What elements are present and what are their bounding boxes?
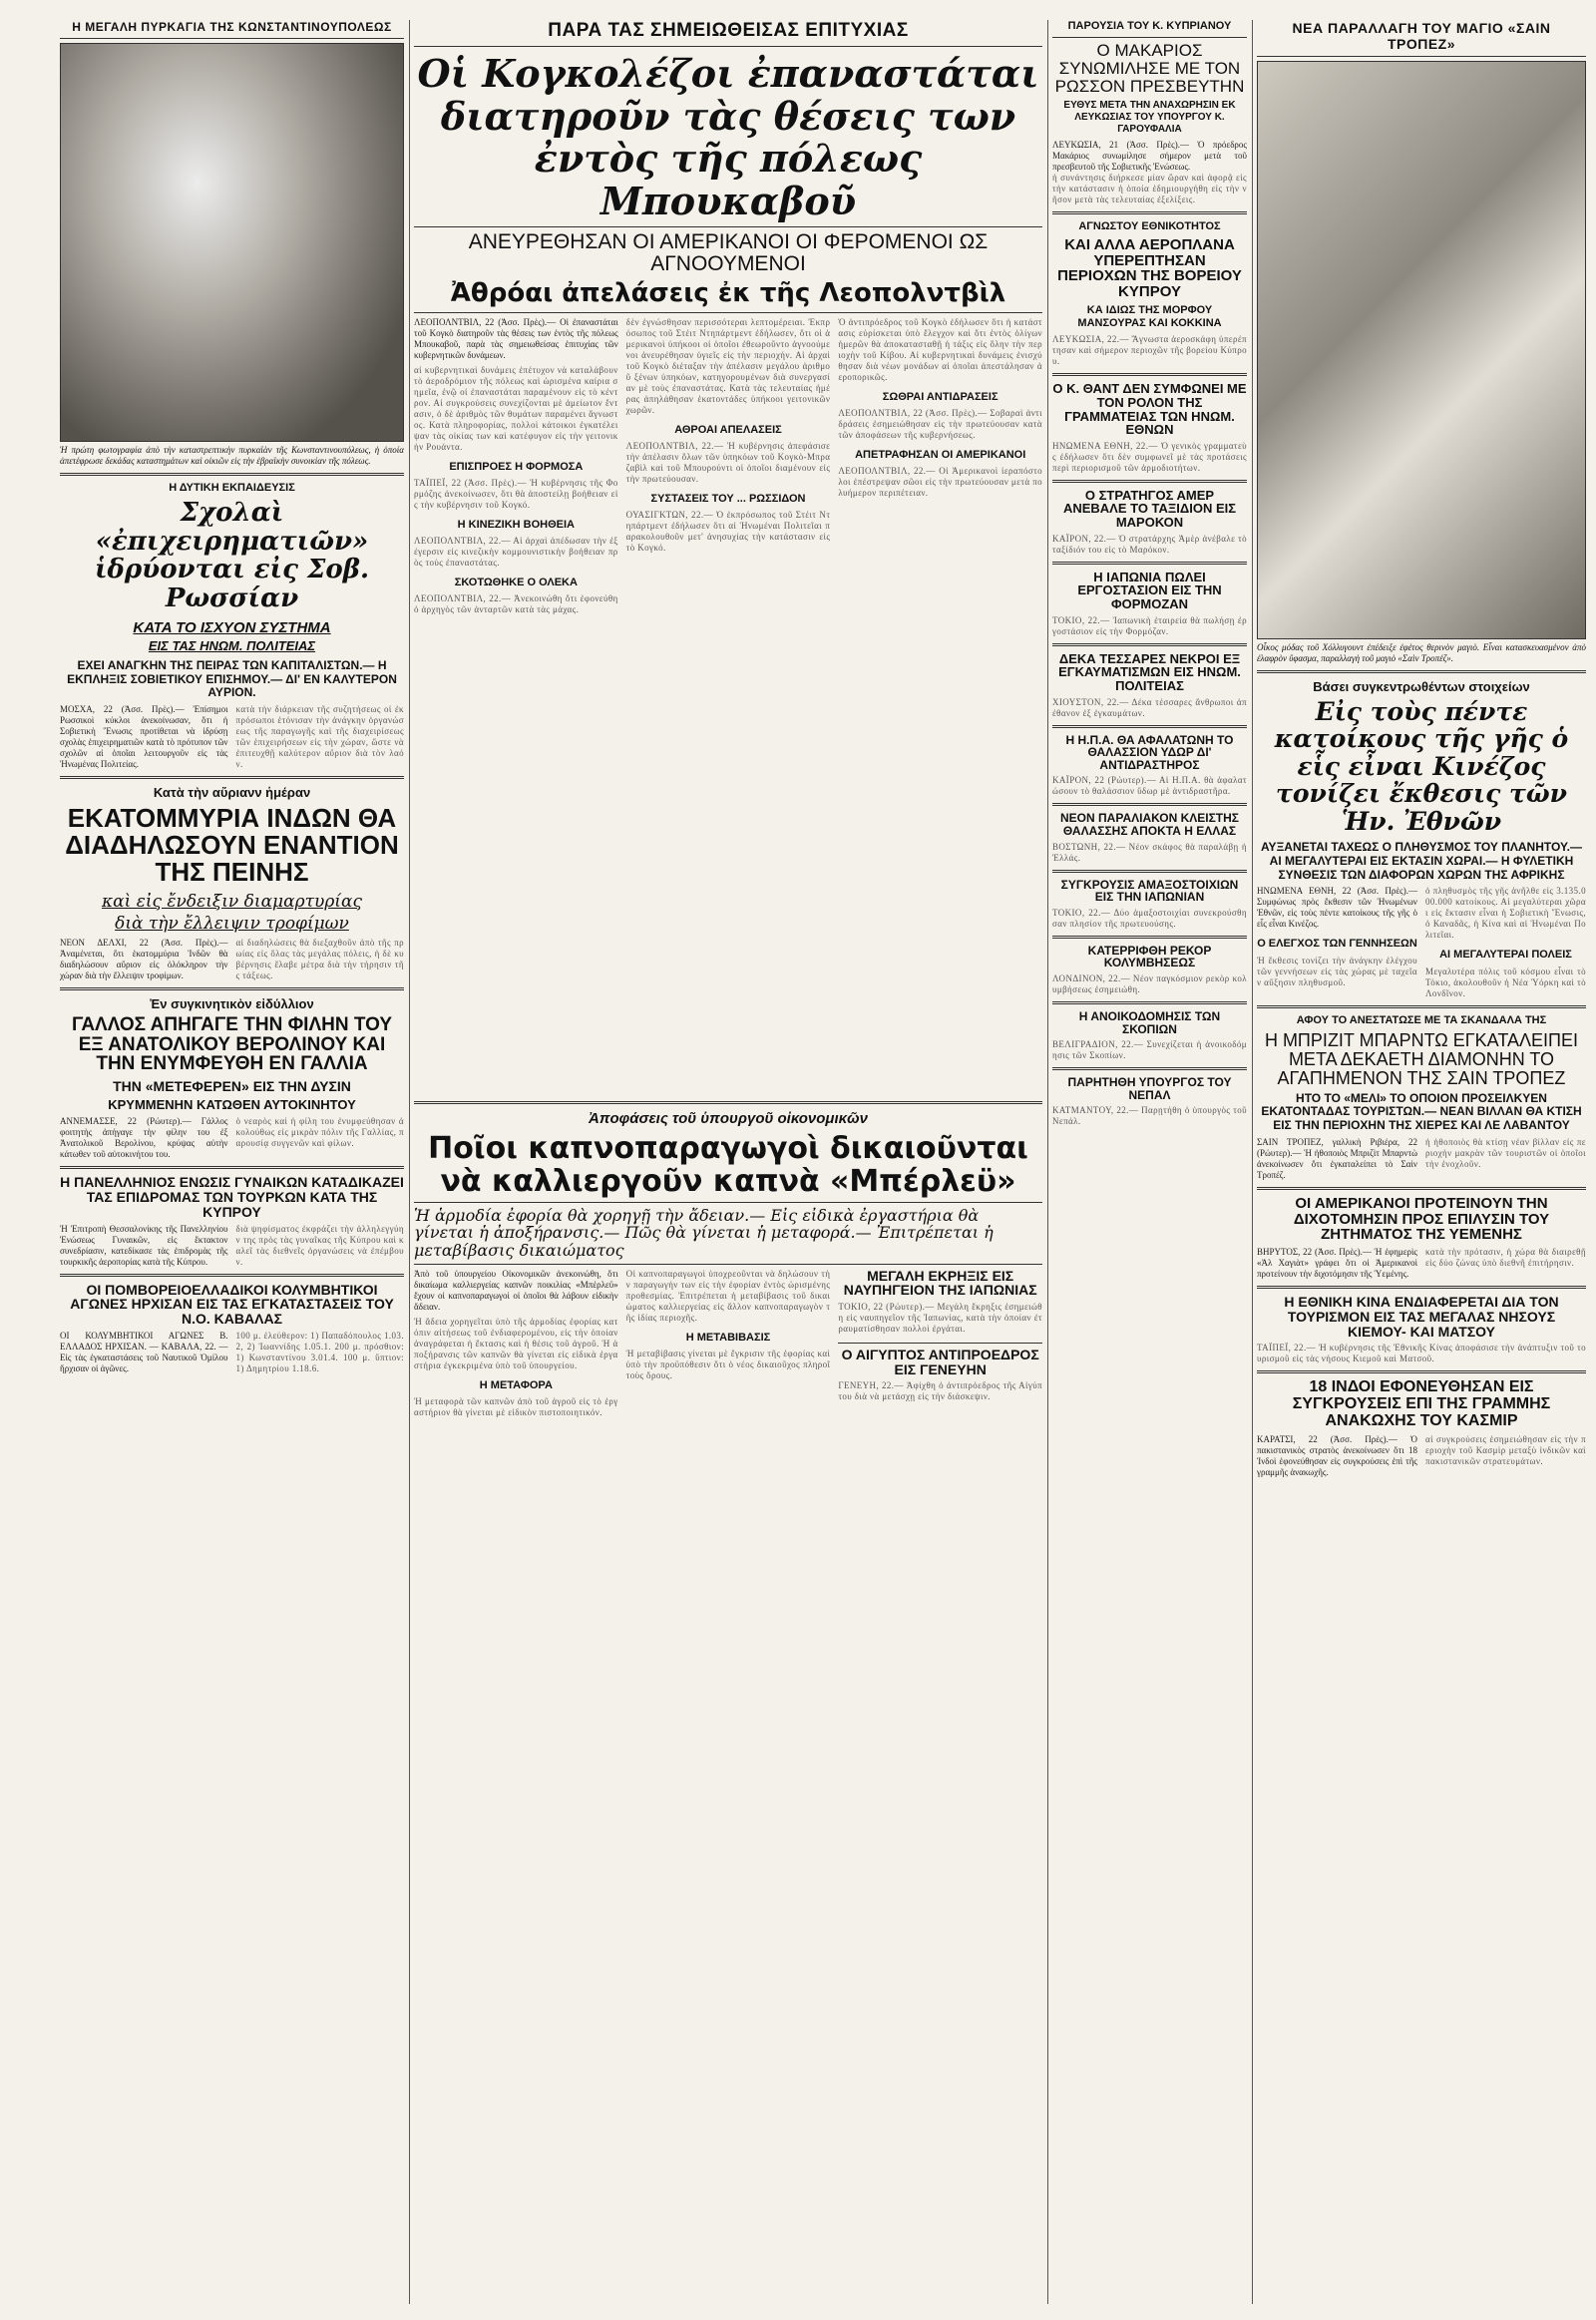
column-4 <box>1257 20 1586 2304</box>
newspaper-page <box>60 20 1586 2304</box>
main-body: ΛΕΟΠΟΛΝΤΒΙΛ, 22 (Ἀσσ. Πρὲς).— Οἱ ἐπαναστάται τοῦ Κογκὸ διατηροῦν τὰς θέσεις των ἐντὸς τῆς πόλεως Μπουκαβοῦ, παρὰ τὰς σημειωθείσας ἐπιτυχίας τῶν κυβερνητικῶν δυνάμεων. <box>414 316 618 360</box>
body-filler: ΤΟΚΙΟ, 22 (Ρώυτερ).— Μεγάλη ἔκρηξις ἐσημειώθη εἰς ναυπηγεῖον τῆς Ἰαπωνίας, κατὰ τὴν ὁποίαν ἐτραυματίσθησαν πολλοὶ ἐργάται. <box>838 1302 1042 1335</box>
mak-body: ΛΕΥΚΩΣΙΑ, 21 (Ἀσσ. Πρὲς).— Ὁ πρόεδρος Μακάριος συνωμίλησε σήμερον μετὰ τοῦ πρεσβευτοῦ τῆς Σοβιετικῆς Ἑνώσεως. <box>1052 139 1247 172</box>
column-1 <box>60 20 404 2304</box>
kashmir-body: ΚΑΡΑΤΣΙ, 22 (Ἀσσ. Πρὲς).— Ὁ πακιστανικὸς στρατὸς ἀνεκοίνωσεν ὅτι 18 Ἰνδοὶ ἐφονεύθησαν εἰς συγκρούσεις ἐπὶ τῆς γραμμῆς ἀνακωχῆς. <box>1257 1433 1417 1477</box>
body-filler: αἱ κυβερνητικαὶ δυνάμεις ἐπέτυχον νὰ καταλάβουν τὸ ἀεροδρόμιον τῆς πόλεως καὶ ὡρισμένα καίρια σημεῖα, ἐνῷ οἱ ἐπαναστάται παραμένουν εἰς τὸ κέντρον. Αἱ συγκρούσεις συνεχίζονται μὲ ἀμείωτον ἔντασιν, ὁ δὲ ἀριθμὸς τῶν θυμάτων παραμένει ἄγνωστος. Κατὰ πληροφορίας, πολλοὶ κάτοικοι ἐγκατέλειψαν τὰς οἰκίας των καὶ κατέφυγον εἰς τὴν γειτονικὴν Ρουάντα. <box>414 364 618 452</box>
body-filler: ΛΕΥΚΩΣΙΑ, 22.— Ἄγνωστα ἀεροσκάφη ὑπερέπτησαν καὶ σήμερον περιοχῶν τῆς βορείου Κύπρου. <box>1052 334 1247 367</box>
body-filler: ΤΑΪΠΕΪ, 22 (Ἀσσ. Πρὲς).— Ἡ κυβέρνησις τῆς Φορμόζης ἀνεκοίνωσεν, ὅτι θὰ ἀποστείλῃ βοήθειαν εἰς τὴν κυβέρνησιν τοῦ Κογκό. <box>414 478 618 511</box>
japan-headline: ΜΕΓΑΛΗ ΕΚΡΗΞΙΣ ΕΙΣ ΝΑΥΠΗΓΕΙΟΝ ΤΗΣ ΙΑΠΩΝΙΑΣ <box>843 1268 1037 1299</box>
thant-headline: Ο Κ. ΘΑΝΤ ΔΕΝ ΣΥΜΦΩΝΕΙ ΜΕ ΤΟΝ ΡΟΛΟΝ ΤΗΣ ΓΡΑΜΜΑΤΕΙΑΣ ΤΩΝ ΗΝΩΜ. ΕΘΝΩΝ <box>1052 381 1247 438</box>
swimsuit-photo <box>1257 61 1586 639</box>
planes-headline: ΚΑΙ ΑΛΛΑ ΑΕΡΟΠΛΑΝΑ ΥΠΕΡΕΠΤΗΣΑΝ ΠΕΡΙΟΧΩΝ ΤΗΣ ΒΟΡΕΙΟΥ ΚΥΠΡΟΥ <box>1057 235 1242 301</box>
mak-kicker: ΠΑΡΟΥΣΙΑ ΤΟΥ Κ. ΚΥΠΡΙΑΝΟΥ <box>1067 20 1232 32</box>
dead-headline: ΔΕΚΑ ΤΕΣΣΑΡΕΣ ΝΕΚΡΟΙ ΕΞ ΕΓΚΑΥΜΑΤΙΣΜΩΝ ΕΙΣ ΗΝΩΜ. ΠΟΛΙΤΕΙΑΣ <box>1058 650 1241 693</box>
box-deportations: ΑΘΡΟΑΙ ΑΠΕΛΑΣΕΙΣ <box>674 423 782 436</box>
fire-caption: Ἡ πρώτη φωτογραφία ἀπὸ τὴν καταστρεπτικὴν πυρκαϊὰν τῆς Κωνσταντινουπόλεως, ἡ ὁποία ἀπετέφρωσε δεκάδας καταστημάτων καὶ οἰκιῶν εἰς τὴν ἐβραϊκὴν συνοικίαν τῆς πόλεως. <box>60 445 404 466</box>
body-filler: αἱ συγκρούσεις ἐσημειώθησαν εἰς τὴν περιοχὴν τοῦ Κασμὶρ μεταξὺ ἰνδικῶν καὶ πακιστανικῶν στρατευμάτων. <box>1425 1433 1586 1466</box>
beach-headline: ΝΕΟΝ ΠΑΡΑΛΙΑΚΟΝ ΚΛΕΙΣΤΗΣ ΘΑΛΑΣΣΗΣ ΑΠΟΚΤΑ Η ΕΛΛΑΣ <box>1060 811 1239 838</box>
china-headline: Η ΕΘΝΙΚΗ ΚΙΝΑ ΕΝΔΙΑΦΕΡΕΤΑΙ ΔΙΑ ΤΟΝ ΤΟΥΡΙΣΜΟΝ ΕΙΣ ΤΑΣ ΜΕΓΑΛΑΣ ΝΗΣΟΥΣ ΚΙΕΜΟΥ- ΚΑΙ ΜΑΤΣΟΥ <box>1284 1294 1559 1340</box>
egypt-headline: Ο ΑΙΓΥΠΤΟΣ ΑΝΤΙΠΡΟΕΔΡΟΣ ΕΙΣ ΓΕΝΕΥΗΝ <box>841 1347 1039 1377</box>
body-filler: Μεγαλυτέρα πόλις τοῦ κόσμου εἶναι τὸ Τόκιο, ἀκολουθοῦν ἡ Νέα Ὑόρκη καὶ τὸ Λονδῖνον. <box>1425 966 1586 998</box>
bb-headline: Η ΜΠΡΙΖΙΤ ΜΠΑΡΝΤΩ ΕΓΚΑΤΑΛΕΙΠΕΙ ΜΕΤΑ ΔΕΚΑΕΤΗ ΔΙΑΜΟΝΗΝ ΤΟ ΑΓΑΠΗΜΕΝΟΝ ΤΗΣ ΣΑΙΝ ΤΡΟΠΕΖ <box>1264 1029 1579 1088</box>
bb-body: ΣΑΙΝ ΤΡΟΠΕΖ, γαλλικὴ Ριβιέρα, 22 (Ρώυτερ).— Ἡ ἠθοποιὸς Μπριζὶτ Μπαρντὼ ἀνεκοίνωσεν ὅτι ἐγκαταλείπει τὸ Σαὶν Τροπέζ. <box>1257 1136 1417 1180</box>
un-body: ΗΝΩΜΕΝΑ ΕΘΝΗ, 22 (Ἀσσ. Πρὲς).— Συμφώνως πρὸς ἔκθεσιν τῶν Ἡνωμένων Ἐθνῶν, εἰς τοὺς πέντε κατοίκους τῆς γῆς ὁ εἷς εἶναι Κινέζος. <box>1257 886 1417 930</box>
body-filler: ΚΑΪΡΟΝ, 22.— Ὁ στρατάρχης Ἀμὲρ ἀνέβαλε τὸ ταξίδιόν του εἰς τὸ Μαρόκον. <box>1052 533 1247 555</box>
body-filler: ἡ ἠθοποιὸς θὰ κτίσῃ νέαν βίλλαν εἰς περιοχὴν μακρὰν τῶν τουριστῶν οἱ ὁποῖοι τὴν ἐνοχλοῦν. <box>1425 1136 1586 1169</box>
eco-headline: Ποῖοι καπνοπαραγωγοὶ δικαιοῦνται νὰ καλλιεργοῦν καπνὰ «Μπέρλεϋ» <box>428 1130 1028 1199</box>
body-filler: ΛΕΟΠΟΛΝΤΒΙΛ, 22.— Ἀνεκοινώθη ὅτι ἐφονεύθη ὁ ἀρχηγὸς τῶν ἀνταρτῶν κατὰ τὰς μάχας. <box>414 593 618 615</box>
body-filler: Ἡ μεταβίβασις γίνεται μὲ ἔγκρισιν τῆς ἐφορίας καὶ ὑπὸ τὴν προϋπόθεσιν ὅτι ὁ νέος δικαιοῦχος πληροῖ τοὺς ὅρους. <box>625 1348 831 1380</box>
bb-kicker: ΑΦΟΥ ΤΟ ΑΝΕΣΤΑΤΩΣΕ ΜΕ ΤΑ ΣΚΑΝΔΑΛΑ ΤΗΣ <box>1296 1013 1547 1026</box>
yemen-headline: ΟΙ ΑΜΕΡΙΚΑΝΟΙ ΠΡΟΤΕΙΝΟΥΝ ΤΗΝ ΔΙΧΟΤΟΜΗΣΙΝ ΠΡΟΣ ΕΠΙΛΥΣΙΝ ΤΟΥ ΖΗΤΗΜΑΤΟΣ ΤΗΣ ΥΕΜΕΝΗΣ <box>1293 1194 1550 1244</box>
women-body: Ἡ Ἐπιτροπὴ Θεσσαλονίκης τῆς Πανελληνίου Ἑνώσεως Γυναικῶν, εἰς ἔκτακτον συνεδρίασιν, κατεδίκασε τὰς ἐπιδρομὰς τῆς τουρκικῆς ἀεροπορίας κατὰ τῆς Κύπρου. <box>60 1223 228 1267</box>
body-filler: ΤΟΚΙΟ, 22.— Δύο ἀμαξοστοιχίαι συνεκρούσθησαν πλησίον τῆς πρωτευούσης. <box>1052 907 1247 929</box>
gallos-sub: ΤΗΝ «ΜΕΤΕΦΕΡΕΝ» ΕΙΣ ΤΗΝ ΔΥΣΙΝ <box>113 1078 351 1095</box>
west-kicker: Η ΔΥΤΙΚΗ ΕΚΠΑΙΔΕΥΣΙΣ <box>169 482 295 494</box>
body-filler: δὲν ἐγνώσθησαν περισσότεραι λεπτομέρειαι. Ἐκπρόσωπος τοῦ Στέιτ Ντηπάρτμεντ ἐδήλωσεν, ὅτι οἱ ἀμερικανοὶ ὑπήκοοι οἱ ὁποῖοι ἐθεωροῦντο ἀγνοούμενοι ἀνευρέθησαν ὑγιεῖς εἰς τὴν περιοχήν. Αἱ ἀρχαὶ τοῦ Κογκὸ διέταξαν τὴν ἀπέλασιν μεγάλου ἀριθμοῦ ξένων ὑπηκόων, κατηγορουμένων διὰ συνεργασίαν μὲ τοὺς ἐπαναστάτας. Κατὰ τὰς τελευταίας ἡμέρας ἀπηλάθησαν ἑκατοντάδες ὑπήκοοι γειτονικῶν χωρῶν. <box>625 316 831 415</box>
record-headline: ΚΑΤΕΡΡΙΦΘΗ ΡΕΚΟΡ ΚΟΛΥΜΒΗΣΕΩΣ <box>1087 943 1212 970</box>
body-filler: 100 μ. ἐλεύθερον: 1) Παπαδόπουλος 1.03.2, 2) Ἰωαννίδης 1.05.1. 200 μ. πρόσθιον: 1) Κωνσταντίνου 3.01.4. 100 μ. ὕπτιον: 1) Δημητρίου 1.18.6. <box>235 1330 404 1373</box>
eco-body: Ἀπὸ τοῦ ὑπουργείου Οἰκονομικῶν ἀνεκοινώθη, ὅτι δικαίωμα καλλιεργείας καπνῶν ποικιλίας «Μπέρλεϋ» ἔχουν οἱ καπνοπαραγωγοὶ οἱ ὁποῖοι θὰ λάβουν εἰδικὴν ἄδειαν. <box>414 1268 618 1312</box>
box-recommendations: ΣΥΣΤΑΣΕΙΣ ΤΟΥ ... ΡΩΣΣΙΔΟΝ <box>650 493 806 506</box>
body-filler: Ὁ ἀντιπρόεδρος τοῦ Κογκὸ ἐδήλωσεν ὅτι ἡ κατάστασις εὑρίσκεται ὑπὸ ἔλεγχον καὶ ὅτι ἐντὸς ὀλίγων ἡμερῶν θὰ ἀποκατασταθῇ ἡ τάξις εἰς ὅλην τὴν περιοχὴν τοῦ Κίβου. Αἱ κυβερνητικαὶ δυνάμεις ἐνισχύθησαν διὰ νέων μονάδων αἱ ὁποῖαι ἀπεστάλησαν ἀεροπορικῶς. <box>838 316 1042 382</box>
body-filler: ΓΕΝΕΥΗ, 22.— Ἀφίχθη ὁ ἀντιπρόεδρος τῆς Αἰγύπτου διὰ νὰ μετάσχῃ εἰς τὴν διάσκεψιν. <box>838 1380 1042 1402</box>
main-subheadline: ΑΝΕΥΡΕΘΗΣΑΝ ΟΙ ΑΜΕΡΙΚΑΝΟΙ ΟΙ ΦΕΡΟΜΕΝΟΙ ΩΣ ΑΓΝΟΟΥΜΕΝΟΙ <box>468 230 989 276</box>
india-body: ΝΕΟΝ ΔΕΛΧΙ, 22 (Ἀσσ. Πρὲς).— Ἀναμένεται, ὅτι ἑκατομμύρια Ἰνδῶν θὰ διαδηλώσουν αὔριον εἰς ὁλόκληρον τὴν χώραν διὰ τὴν ἔλλειψιν τροφίμων. <box>60 938 228 980</box>
box-reactions: ΣΩΘΡΑΙ ΑΝΤΙΔΡΑΣΕΙΣ <box>882 390 998 403</box>
eco-box-transfer: Η ΜΕΤΑΒΙΒΑΣΙΣ <box>685 1331 771 1344</box>
india-sub2: διὰ τὴν ἔλλειψιν τροφίμων <box>115 914 349 935</box>
body-filler: ΛΕΟΠΟΛΝΤΒΙΛ, 22.— Οἱ Ἀμερικανοὶ ἱεραπόστολοι ἐπέστρεψαν σῶοι εἰς τὴν πρωτεύουσαν μετὰ πολυήμερον περιπέτειαν. <box>838 466 1042 499</box>
body-filler: ΧΙΟΥΣΤΟΝ, 22.— Δέκα τέσσαρες ἄνθρωποι ἀπέθανον ἐξ ἐγκαυμάτων. <box>1052 696 1247 718</box>
box-americans: ΑΠΕΤΡΑΦΗΣΑΝ ΟΙ ΑΜΕΡΙΚΑΝΟΙ <box>855 449 1026 462</box>
clash-headline: ΣΥΓΚΡΟΥΣΙΣ ΑΜΑΞΟΣΤΟΙΧΙΩΝ ΕΙΣ ΤΗΝ ΙΑΠΩΝΙΑΝ <box>1060 877 1239 905</box>
body-filler: κατὰ τὴν πρότασιν, ἡ χώρα θὰ διαιρεθῇ εἰς δύο ζώνας ὑπὸ διεθνῆ ἐπιτήρησιν. <box>1425 1247 1586 1269</box>
india-headline: ΕΚΑΤΟΜΜΥΡΙΑ ΙΝΔΩΝ ΘΑ ΔΙΑΔΗΛΩΣΟΥΝ ΕΝΑΝΤΙΟΝ ΤΗΣ ΠΕΙΝΗΣ <box>65 802 399 888</box>
nepal-headline: ΠΑΡΗΤΗΘΗ ΥΠΟΥΡΓΟΣ ΤΟΥ ΝΕΠΑΛ <box>1067 1075 1232 1102</box>
body-filler: ΛΕΟΠΟΛΝΤΒΙΛ, 22.— Ἡ κυβέρνησις ἀπεφάσισε τὴν ἀπέλασιν ὅλων τῶν ὑπηκόων τοῦ Κογκὸ-Μπραζαβὶλ καὶ τοῦ Μπουρούντι οἱ ὁποῖοι διαμένουν εἰς τὴν πρωτεύουσαν. <box>625 441 831 485</box>
un-headline: Εἰς τοὺς πέντε κατοίκους τῆς γῆς ὁ εἷς εἶναι Κινέζος τονίζει ἔκθεσις τῶν Ἡν. Ἐθνῶν <box>1274 696 1569 836</box>
body-filler: ΗΝΩΜΕΝΑ ΕΘΝΗ, 22.— Ὁ γενικὸς γραμματεὺς ἐδήλωσεν ὅτι δὲν συμφωνεῖ μὲ τὰς προτάσεις περὶ περιορισμοῦ τῶν ἁρμοδιοτήτων. <box>1052 440 1247 473</box>
body-filler: Οἱ καπνοπαραγωγοὶ ὑποχρεοῦνται νὰ δηλώσουν τὴν παραγωγήν των εἰς τὴν ἐφορίαν ἐντὸς ὡρισμένης προθεσμίας. Ἐπιτρέπεται ἡ μεταβίβασις τοῦ δικαιώματος καλλιεργείας εἰς ἄλλον καπνοπαραγωγὸν τῆς ἰδίας περιοχῆς. <box>625 1268 831 1323</box>
body-filler: αἱ διαδηλώσεις θὰ διεξαχθοῦν ἀπὸ τῆς πρωίας εἰς ὅλας τὰς μεγάλας πόλεις, ἡ δὲ κυβέρνησις ἔλαβε μέτρα διὰ τὴν τήρησιν τῆς τάξεως. <box>235 938 404 980</box>
india-kicker: Κατὰ τὴν αὔριανν ἡμέραν <box>153 785 311 801</box>
un-box-births: Ο ΕΛΕΓΧΟΣ ΤΩΝ ΓΕΝΝΗΣΕΩΝ <box>1257 938 1417 951</box>
usa-headline: Η Η.Π.Α. ΘΑ ΑΦΑΛΑΤΩΝΗ ΤΟ ΘΑΛΑΣΣΙΟΝ ΥΔΩΡ ΔΙ' ΑΝΤΙΔΡΑΣΤΗΡΟΣ <box>1065 732 1234 772</box>
body-filler: ΒΕΛΙΓΡΑΔΙΟΝ, 22.— Συνεχίζεται ἡ ἀνοικοδόμησις τῶν Σκοπίων. <box>1052 1039 1247 1061</box>
body-filler: Ἡ ἄδεια χορηγεῖται ὑπὸ τῆς ἁρμοδίας ἐφορίας κατόπιν αἰτήσεως τοῦ ἐνδιαφερομένου, εἰς τὴν ὁποίαν ἀναγράφεται ἡ ἔκτασις καὶ ἡ θέσις τοῦ ἀγροῦ. Ἡ ἀποξήρανσις τῶν καπνῶν θὰ γίνεται εἰς εἰδικὰ ἐργαστήρια ἐγκεκριμένα ὑπὸ τοῦ ὑπουργείου. <box>414 1316 618 1370</box>
eco-kicker: Ἀποφάσεις τοῦ ὑπουργοῦ οἰκονομικῶν <box>589 1109 868 1127</box>
body-filler: διὰ ψηφίσματος ἐκφράζει τὴν ἀλληλεγγύην της πρὸς τὰς γυναῖκας τῆς Κύπρου καὶ καλεῖ τὰς διεθνεῖς ὀργανώσεις νὰ ἐπέμβουν. <box>235 1223 404 1267</box>
main-headline: Οἱ Κογκολέζοι ἐπαναστάται διατηροῦν τὰς θέσεις των ἐντὸς τῆς πόλεως Μπουκαβοῦ <box>417 51 1039 223</box>
planes-kicker: ΑΓΝΩΣΤΟΥ ΕΘΝΙΚΟΤΗΤΟΣ <box>1078 219 1221 232</box>
box-formosa: ΕΠΙΣΠΡΟΕΣ Η ΦΟΡΜΟΣΑ <box>449 460 584 473</box>
body-filler: ΛΟΝΔΙΝΟΝ, 22.— Νέον παγκόσμιον ρεκὸρ κολυμβήσεως ἐσημειώθη. <box>1052 972 1247 994</box>
eco-box-transport: Η ΜΕΤΑΦΟΡΑ <box>479 1378 553 1391</box>
body-filler: ΒΟΣΤΩΝΗ, 22.— Νέον σκάφος θὰ παραλάβῃ ἡ Ἑλλάς. <box>1052 841 1247 863</box>
body-filler: ἡ συνάντησις διήρκεσε μίαν ὥραν καὶ ἀφορᾷ εἰς τὴν κατάστασιν ἡ ὁποία ἐδημιουργήθη εἰς τὴν νῆσον μετὰ τὰς τελευταίας ἐξελίξεις. <box>1052 172 1247 204</box>
yemen-body: ΒΗΡΥΤΟΣ, 22 (Ἀσσ. Πρὲς).— Ἡ ἐφημερὶς «Ἀλ Χαγιὰτ» γράφει ὅτι οἱ Ἀμερικανοὶ προτείνουν τὴν διχοτόμησιν τῆς Ὑεμένης. <box>1257 1247 1417 1280</box>
column-rule <box>409 20 410 2304</box>
body-filler: ΤΟΚΙΟ, 22.— Ἰαπωνικὴ ἑταιρεία θὰ πωλήσῃ ἐργοστάσιον εἰς τὴν Φορμόζαν. <box>1052 614 1247 636</box>
jap-headline: Η ΙΑΠΩΝΙΑ ΠΩΛΕΙ ΕΡΓΟΣΤΑΣΙΟΝ ΕΙΣ ΤΗΝ ΦΟΡΜΟΖΑΝ <box>1077 569 1222 612</box>
un-deck: ΑΥΞΑΝΕΤΑΙ ΤΑΧΕΩΣ Ο ΠΛΗΘΥΣΜΟΣ ΤΟΥ ΠΛΑΝΗΤΟΥ.— ΑΙ ΜΕΓΑΛΥΤΕΡΑΙ ΕΙΣ ΕΚΤΑΣΙΝ ΧΩΡΑΙ.— Η ΦΥΛΕΤΙΚΗ ΣΥΝΘΕΣΙΣ ΤΩΝ ΔΙΑΦΟΡΩΝ ΧΩΡΩΝ ΤΗΣ ΑΦΡΙΚΗΣ <box>1260 840 1582 882</box>
column-rule <box>1252 20 1253 2304</box>
fire-photo <box>60 43 404 442</box>
box-oleka: ΣΚΟΤΩΘΗΚΕ Ο ΟΛΕΚΑ <box>454 577 578 589</box>
main-subheadline-2: Ἀθρόαι ἀπελάσεις ἐκ τῆς Λεοπολντβὶλ <box>450 278 1006 309</box>
west-headline: Σχολαὶ «ἐπιχειρηματιῶν» ἱδρύονται εἰς Σοβ. Ρωσσίαν <box>94 498 370 613</box>
body-filler: ΛΕΟΠΟΛΝΤΒΙΛ, 22.— Αἱ ἀρχαὶ ἀπέδωσαν τὴν ἐξέγερσιν εἰς κινεζικὴν κομμουνιστικὴν βοήθειαν πρὸς τοὺς ἐπαναστάτας. <box>414 536 618 569</box>
scope-headline: Η ΑΝΟΙΚΟΔΟΜΗΣΙΣ ΤΩΝ ΣΚΟΠΙΩΝ <box>1078 1008 1221 1036</box>
column-3 <box>1052 20 1247 2304</box>
column-rule <box>1047 20 1048 2304</box>
bb-deck: ΗΤΟ ΤΟ «ΜΕΛΙ» ΤΟ ΟΠΟΙΟΝ ΠΡΟΣΕΙΛΚΥΕΝ ΕΚΑΤΟΝΤΑΔΑΣ ΤΟΥΡΙΣΤΩΝ.— ΝΕΑΝ ΒΙΛΛΑΝ ΘΑ ΚΤΙΣΗ ΕΙΣ ΤΗΝ ΠΕΡΙΟΧΗΝ ΤΗΣ ΧΙΕΡΕΣ ΚΑΙ ΛΕ ΛΑΒΑΝΤΟΥ <box>1261 1090 1582 1133</box>
body-filler: ΚΑΪΡΟΝ, 22 (Ρώυτερ).— Αἱ Η.Π.Α. θὰ ἀφαλατώσουν τὸ θαλάσσιον ὕδωρ μὲ ἀντιδραστῆρα. <box>1052 775 1247 797</box>
body-filler: Ἡ ἔκθεσις τονίζει τὴν ἀνάγκην ἐλέγχου τῶν γεννήσεων εἰς τὰς χώρας μὲ ταχεῖαν αὔξησιν πληθυσμοῦ. <box>1257 955 1417 987</box>
column-2 <box>414 20 1042 2304</box>
gallos-kicker: Ἐν συγκινητικὸν εἰδύλλιον <box>150 996 314 1011</box>
planes-sub: ΚΑ ΙΔΙΩΣ ΤΗΣ ΜΟΡΦΟΥ <box>1086 303 1213 316</box>
swimsuit-caption: Οἶκος μόδας τοῦ Χόλλυγουντ ἐπέδειξε ἐφέτος θερινὸν μαγιὸ. Εἶναι κατασκευασμένον ἀπὸ ἐλαφρὸν ὕφασμα, παραλλαγὴ τοῦ μαγιὸ «Σαὶν Τροπέζ». <box>1257 642 1586 663</box>
box-chinese-aid: Η ΚΙΝΕΖΙΚΗ ΒΟΗΘΕΙΑ <box>457 519 575 532</box>
body-filler: ὁ πληθυσμὸς τῆς γῆς ἀνῆλθε εἰς 3.135.000.000 κατοίκους. Αἱ μεγαλύτεραι χῶραι εἰς ἔκτασιν εἶναι ἡ Σοβιετικὴ Ἕνωσις, ὁ Καναδᾶς, ἡ Κίνα καὶ αἱ Ἡνωμέναι Πολιτεῖαι. <box>1425 886 1586 941</box>
west-deck: ΕΧΕΙ ΑΝΑΓΚΗΝ ΤΗΣ ΠΕΙΡΑΣ ΤΩΝ ΚΑΠΙΤΑΛΙΣΤΩΝ.— Η ΕΚΠΛΗΞΙΣ ΣΟΒΙΕΤΙΚΟΥ ΕΠΙΣΗΜΟΥ.— ΔΙ' ΕΝ ΚΑΛΥΤΕΡΟΝ ΑΥΡΙΟΝ. <box>67 657 397 700</box>
gallos-headline: ΓΑΛΛΟΣ ΑΠΗΓΑΓΕ ΤΗΝ ΦΙΛΗΝ ΤΟΥ ΕΞ ΑΝΑΤΟΛΙΚΟΥ ΒΕΡΟΛΙΝΟΥ ΚΑΙ ΤΗΝ ΕΝΥΜΦΕΥΘΗ ΕΝ ΓΑΛΛΙΑ <box>71 1013 393 1075</box>
swim-body: ΟΙ ΚΟΛΥΜΒΗΤΙΚΟΙ ΑΓΩΝΕΣ Β. ΕΛΛΑΔΟΣ ΗΡΧΙΣΑΝ. — ΚΑΒΑΛΑ, 22. — Εἰς τὰς ἐγκαταστάσεις τοῦ Ναυτικοῦ Ὁμίλου ἤρχισαν οἱ ἀγῶνες. <box>60 1330 228 1373</box>
women-headline: Η ΠΑΝΕΛΛΗΝΙΟΣ ΕΝΩΣΙΣ ΓΥΝΑΙΚΩΝ ΚΑΤΑΔΙΚΑΖΕΙ ΤΑΣ ΕΠΙΔΡΟΜΑΣ ΤΩΝ ΤΟΥΡΚΩΝ ΚΑΤΑ ΤΗΣ ΚΥΠΡΟΥ <box>60 1174 404 1220</box>
west-body: ΜΟΣΧΑ, 22 (Ἀσσ. Πρὲς).— Ἐπίσημοι Ρωσσικοὶ κύκλοι ἀνεκοίνωσαν, ὅτι ἡ Σοβιετικὴ Ἕνωσις προτίθεται νὰ ἱδρύσῃ σχολὰς ἐπιχειρηματιῶν κατὰ τὸ πρότυπον τῶν σχολῶν αἱ ὁποῖαι λειτουργοῦν εἰς τὰς Ἡνωμένας Πολιτείας. <box>60 704 228 770</box>
west-sub1: ΚΑΤΑ ΤΟ ΙΣΧΥΟΝ ΣΥΣΤΗΜΑ <box>133 618 331 636</box>
gallos-body: ΑΝΝΕΜΑΣΣΕ, 22 (Ρώυτερ).— Γάλλος φοιτητὴς ἀπήγαγε τὴν φίλην του ἐξ Ἀνατολικοῦ Βερολίνου, κρύψας αὐτὴν κάτωθεν τοῦ αὐτοκινήτου του. <box>60 1116 228 1160</box>
kashmir-headline: 18 ΙΝΔΟΙ ΕΦΟΝΕΥΘΗΣΑΝ ΕΙΣ ΣΥΓΚΡΟΥΣΕΙΣ ΕΠΙ ΤΗΣ ΓΡΑΜΜΗΣ ΑΝΑΚΩΧΗΣ ΤΟΥ ΚΑΣΜΙΡ <box>1292 1378 1551 1429</box>
body-filler: ΤΑΪΠΕΪ, 22.— Ἡ κυβέρνησις τῆς Ἐθνικῆς Κίνας ἀποφάσισε τὴν ἀνάπτυξιν τοῦ τουρισμοῦ εἰς τὰς νήσους Κιεμοῦ καὶ Ματσοῦ. <box>1257 1343 1586 1364</box>
planes-sub2: ΜΑΝΣΟΥΡΑΣ ΚΑΙ ΚΟΚΚΙΝΑ <box>1077 317 1222 330</box>
un-kicker: Βάσει συγκεντρωθέντων στοιχείων <box>1313 679 1530 694</box>
mak-deck: ΕΥΘΥΣ ΜΕΤΑ ΤΗΝ ΑΝΑΧΩΡΗΣΙΝ ΕΚ ΛΕΥΚΩΣΙΑΣ ΤΟΥ ΥΠΟΥΡΓΟΥ Κ. ΓΑΡΟΥΦΑΛΙΑ <box>1063 99 1236 135</box>
body-filler: Ἡ μεταφορὰ τῶν καπνῶν ἀπὸ τοῦ ἀγροῦ εἰς τὸ ἐργαστήριον θὰ γίνεται μὲ εἰδικὸν πιστοποιητικόν. <box>414 1395 618 1417</box>
gallos-sub2: ΚΡΥΜΜΕΝΗΝ ΚΑΤΩΘΕΝ ΑΥΤΟΚΙΝΗΤΟΥ <box>108 1096 356 1112</box>
fire-kicker: Η ΜΕΓΑΛΗ ΠΥΡΚΑΓΙΑ ΤΗΣ ΚΩΝΣΤΑΝΤΙΝΟΥΠΟΛΕΩΣ <box>72 20 392 34</box>
mak-headline: Ο ΜΑΚΑΡΙΟΣ ΣΥΝΩΜΙΛΗΣΕ ΜΕ ΤΟΝ ΡΩΣΣΟΝ ΠΡΕΣΒΕΥΤΗΝ <box>1054 41 1245 96</box>
swim-headline: ΟΙ ΠΟΜΒΟΡΕΙΟΕΛΛΑΔΙΚΟΙ ΚΟΛΥΜΒΗΤΙΚΟΙ ΑΓΩΝΕΣ ΗΡΧΙΣΑΝ ΕΙΣ ΤΑΣ ΕΓΚΑΤΑΣΤΑΣΕΙΣ ΤΟΥ Ν.Ο. ΚΑΒΑΛΑΣ <box>70 1281 394 1327</box>
body-filler: ΟΥΑΣΙΓΚΤΩΝ, 22.— Ὁ ἐκπρόσωπος τοῦ Στέιτ Ντηπάρτμεντ ἐδήλωσεν ὅτι αἱ Ἡνωμέναι Πολιτεῖαι παρακολουθοῦν μετ' ἀνησυχίας τὴν κατάστασιν εἰς τὸ Κογκό. <box>625 510 831 554</box>
eco-deck: Ἡ ἁρμοδία ἐφορία θὰ χορηγῇ τὴν ἄδειαν.— Εἰς εἰδικὰ ἐργαστήρια θὰ γίνεται ἡ ἀποξήρανσις.— Πῶς θὰ γίνεται ἡ μεταφορά.— Ἐπιτρέπεται ἡ μεταβίβασις δικαιώματος <box>414 1205 994 1261</box>
un-box-cities: ΑΙ ΜΕΓΑΛΥΤΕΡΑΙ ΠΟΛΕΙΣ <box>1439 949 1572 962</box>
body-filler: ὁ νεαρὸς καὶ ἡ φίλη του ἐνυμφεύθησαν ἀκολούθως εἰς μικρὰν πόλιν τῆς Γαλλίας, παρουσίᾳ συγγενῶν καὶ φίλων. <box>235 1116 404 1149</box>
body-filler: ΛΕΟΠΟΛΝΤΒΙΛ, 22 (Ἀσσ. Πρὲς).— Σοβαραὶ ἀντιδράσεις ἐσημειώθησαν εἰς τὴν πρωτεύουσαν κατὰ τῶν ἀποφάσεων τῆς κυβερνήσεως. <box>838 408 1042 441</box>
amer-headline: Ο ΣΤΡΑΤΗΓΟΣ ΑΜΕΡ ΑΝΕΒΑΛΕ ΤΟ ΤΑΞΙΔΙΟΝ ΕΙΣ ΜΑΡΟΚΟΝ <box>1062 487 1237 531</box>
swimsuit-kicker: ΝΕΑ ΠΑΡΑΛΛΑΓΗ ΤΟΥ ΜΑΓΙΟ «ΣΑΙΝ ΤΡΟΠΕΖ» <box>1292 20 1551 52</box>
main-kicker: ΠΑΡΑ ΤΑΣ ΣΗΜΕΙΩΘΕΙΣΑΣ ΕΠΙΤΥΧΙΑΣ <box>548 20 909 41</box>
body-filler: ΚΑΤΜΑΝΤΟΥ, 22.— Παρῃτήθη ὁ ὑπουργὸς τοῦ Νεπάλ. <box>1052 1105 1247 1127</box>
west-sub2: ΕΙΣ ΤΑΣ ΗΝΩΜ. ΠΟΛΙΤΕΙΑΣ <box>148 637 316 653</box>
india-sub1: καὶ εἰς ἔνδειξιν διαμαρτυρίας <box>102 891 362 912</box>
body-filler: κατὰ τὴν διάρκειαν τῆς συζητήσεως οἱ ἐκπρόσωποι ἐτόνισαν τὴν ἀνάγκην ὀργανώσεως τῆς παραγωγῆς καὶ τῆς διαχειρίσεως τῶν ἐπιχειρήσεων εἰς τὴν χώραν, ὥστε νὰ ἐπιτευχθῇ καλύτερον αὔριον διὰ τὸν λαόν. <box>235 704 404 770</box>
